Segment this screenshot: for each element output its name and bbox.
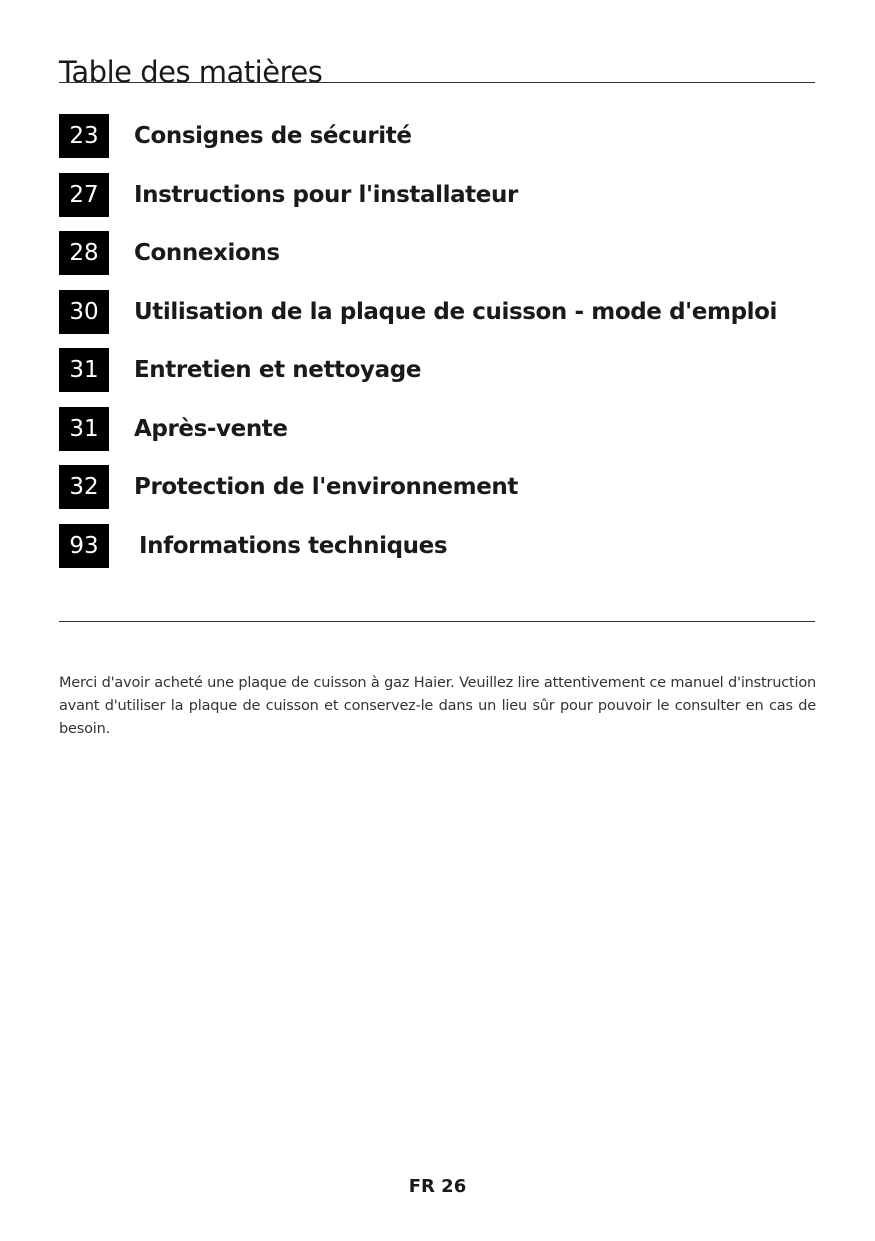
bottom-divider <box>59 621 815 622</box>
toc-label: Consignes de sécurité <box>134 123 412 149</box>
page-title: Table des matières <box>59 55 323 90</box>
page-footer: FR 26 <box>408 1176 467 1197</box>
toc-label: Après-vente <box>134 415 288 442</box>
toc-label: Connexions <box>134 240 280 266</box>
toc-page-number: 31 <box>59 348 109 392</box>
toc-label: Informations techniques <box>139 532 448 559</box>
toc-item-environment[interactable] <box>59 465 815 509</box>
toc-item-security[interactable] <box>59 114 815 158</box>
toc-label: Protection de l'environnement <box>134 474 518 500</box>
toc-item-connections[interactable] <box>59 231 815 275</box>
toc-label: Entretien et nettoyage <box>134 357 422 383</box>
toc-label: Instructions pour l'installateur <box>134 181 518 208</box>
toc-item-installer[interactable] <box>59 173 815 217</box>
intro-paragraph: Merci d'avoir acheté une plaque de cuisson à gaz Haier. Veuillez lire attentivement ce manuel d'instruction avant d'utiliser la plaque de cuisson et conservez-le dans un lieu sûr pour pouvoir le consulter en cas de besoin. <box>59 674 816 737</box>
table-of-contents <box>59 114 815 582</box>
toc-item-usage[interactable] <box>59 290 815 334</box>
toc-page-number: 23 <box>59 114 109 158</box>
toc-page-number: 32 <box>59 465 109 509</box>
toc-page-number: 93 <box>59 524 109 568</box>
toc-label: Utilisation de la plaque de cuisson - mode d'emploi <box>134 298 778 325</box>
toc-item-technical-info[interactable] <box>59 524 815 568</box>
toc-page-number: 28 <box>59 231 109 275</box>
toc-item-after-sales[interactable] <box>59 407 815 451</box>
toc-page-number: 31 <box>59 407 109 451</box>
top-divider <box>59 82 815 83</box>
toc-page-number: 27 <box>59 173 109 217</box>
toc-page-number: 30 <box>59 290 109 334</box>
toc-item-maintenance[interactable] <box>59 348 815 392</box>
